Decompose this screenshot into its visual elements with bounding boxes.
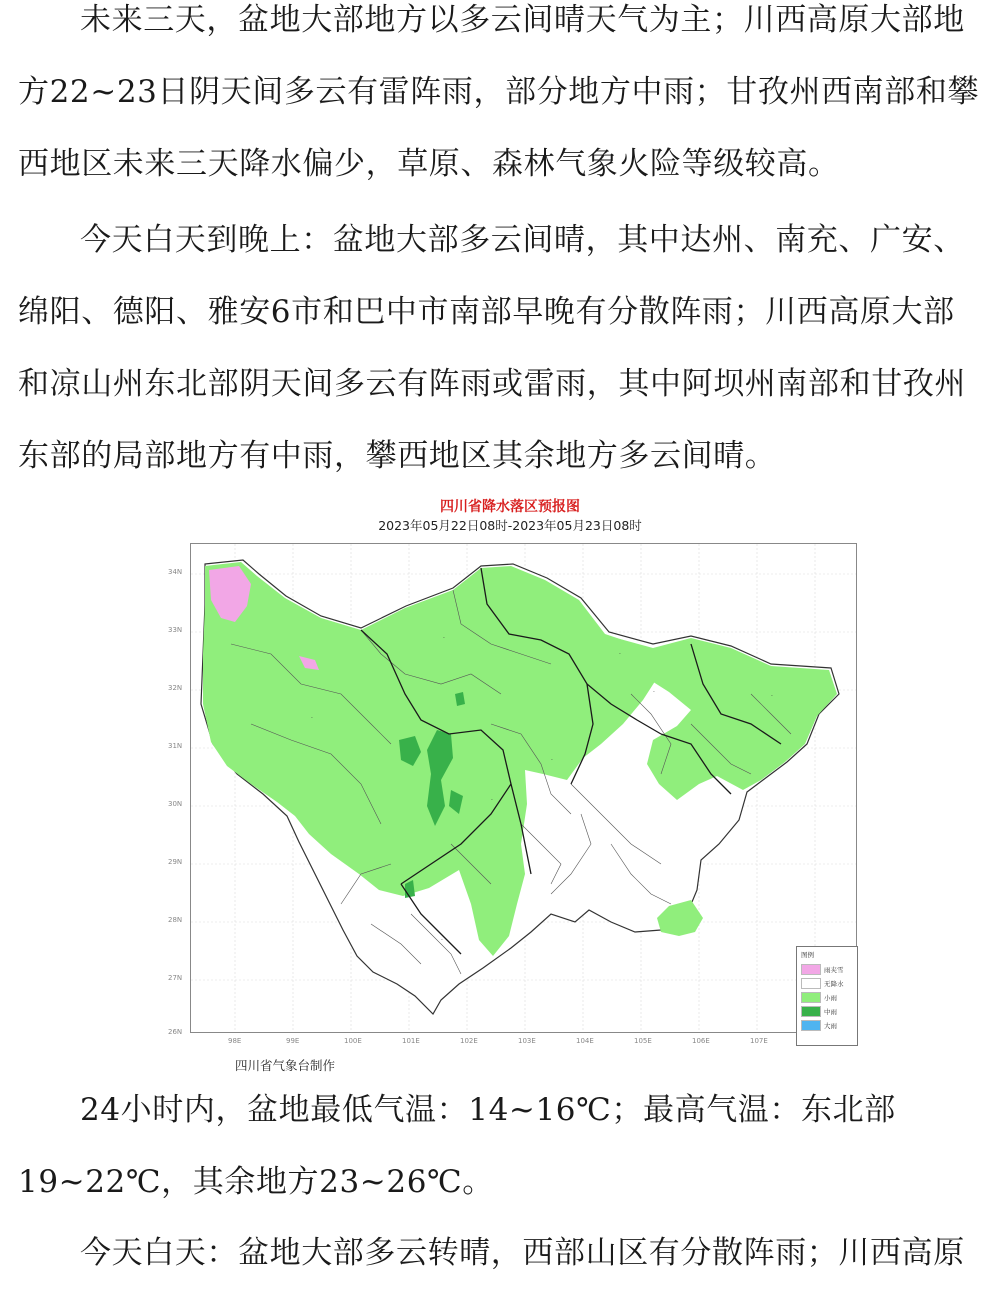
svg-text:·: ·: [441, 937, 443, 944]
legend-item-no-rain: [801, 976, 853, 990]
lat-tick: 26N: [168, 1028, 183, 1036]
map-credit: 四川省气象台制作: [235, 1058, 336, 1073]
lat-tick: 27N: [168, 974, 183, 982]
lon-tick: 101E: [402, 1037, 420, 1045]
legend-swatch: [801, 1006, 821, 1017]
paragraph-text: 24小时内，盆地最低气温：14~16℃；最高气温：东北部19~22℃，其余地方23~26℃。: [18, 1092, 896, 1200]
lat-tick: 34N: [168, 568, 183, 576]
svg-text:·: ·: [491, 797, 493, 804]
legend-label: 小雨: [824, 993, 837, 1002]
lon-tick: 105E: [634, 1037, 652, 1045]
svg-text:·: ·: [653, 689, 655, 696]
legend-label: 大雨: [824, 1021, 837, 1030]
legend-label: 中雨: [824, 1007, 837, 1016]
map-legend: [796, 946, 858, 1046]
legend-title: 图例: [801, 951, 814, 959]
lat-tick: 29N: [168, 858, 183, 866]
paragraph-forecast-today: [18, 204, 982, 492]
svg-text:·: ·: [771, 693, 773, 700]
lon-tick: 100E: [344, 1037, 362, 1045]
map-title: 四川省降水落区预报图: [440, 499, 580, 515]
legend-item-moderate-rain: [801, 1004, 853, 1018]
paragraph-text: 未来三天，盆地大部地方以多云间晴天气为主；川西高原大部地方22~23日阴天间多云有雷阵雨，部分地方中雨；甘孜州西南部和攀西地区未来三天降水偏少，草原、森林气象火险等级较高。: [18, 2, 980, 182]
lon-tick: 104E: [576, 1037, 594, 1045]
legend-item-sleet: [801, 962, 853, 976]
legend-swatch: [801, 978, 821, 989]
sichuan-map-graphic: [191, 544, 856, 1032]
lat-tick: 32N: [168, 684, 183, 692]
legend-label: 无降水: [824, 979, 844, 988]
svg-text:·: ·: [619, 651, 621, 658]
lat-tick: 30N: [168, 800, 183, 808]
legend-label: 雨夹雪: [824, 965, 844, 974]
lon-tick: 99E: [286, 1037, 300, 1045]
legend-swatch: [801, 992, 821, 1003]
svg-text:·: ·: [443, 635, 445, 642]
paragraph-temperature: [18, 1074, 982, 1218]
legend-item-heavy-rain: [801, 1018, 853, 1032]
lon-tick: 107E: [750, 1037, 768, 1045]
map-subtitle: 2023年05月22日08时-2023年05月23日08时: [378, 518, 642, 533]
lat-tick: 33N: [168, 626, 183, 634]
legend-swatch: [801, 1020, 821, 1031]
legend-item-light-rain: [801, 990, 853, 1004]
paragraph-today-daytime: [18, 1217, 982, 1289]
paragraph-text: 今天白天：盆地大部多云转晴，西部山区有分散阵雨；川西高原: [80, 1235, 965, 1271]
paragraph-forecast-3day: [18, 0, 982, 200]
svg-text:·: ·: [311, 715, 313, 722]
lat-tick: 31N: [168, 742, 183, 750]
lat-tick: 28N: [168, 916, 183, 924]
lon-tick: 106E: [692, 1037, 710, 1045]
legend-swatch: [801, 964, 821, 975]
svg-text:·: ·: [551, 757, 553, 764]
lon-tick: 103E: [518, 1037, 536, 1045]
lon-tick: 98E: [228, 1037, 242, 1045]
lon-tick: 102E: [460, 1037, 478, 1045]
precipitation-forecast-map: [160, 496, 860, 1073]
paragraph-text: 今天白天到晚上：盆地大部多云间晴，其中达州、南充、广安、绵阳、德阳、雅安6市和巴中市南部早晚有分散阵雨；川西高原大部和凉山州东北部阴天间多云有阵雨或雷雨，其中阿坝州南部和甘孜州东部的局部地方有中雨，攀西地区其余地方多云间晴。: [18, 222, 966, 474]
